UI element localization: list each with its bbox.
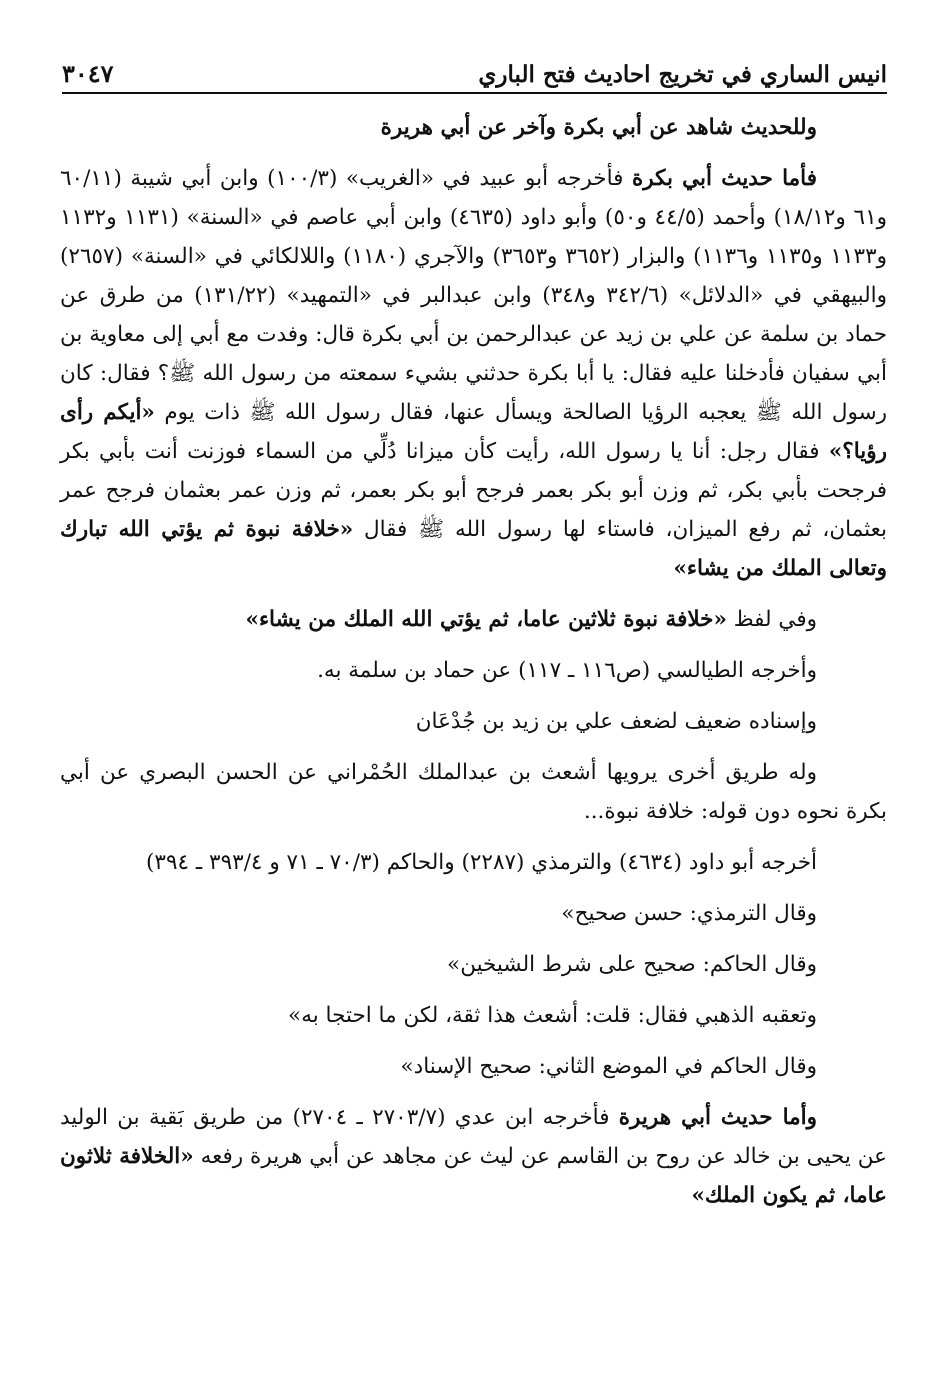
paragraph — [60, 651, 887, 690]
text-run: «خلافة نبوة ثلاثين عاما، ثم يؤتي الله الملك من يشاء» — [245, 607, 727, 632]
paragraph — [60, 753, 887, 831]
paragraph — [60, 894, 887, 933]
text-run: فقال رجل: أنا يا رسول الله، رأيت كأن ميزانا دُلِّي من السماء فوزنت أنت بأبي بكر فرجحت بأبي بكر، ثم وزن أبو بكر بعمر فرجح أبو بكر بعمر، ثم وزن عمر بعثمان فرجح عمر بعثمان، ثم رفع الميزان، فاستاء لها رسول الله ﷺ فقال — [60, 439, 887, 542]
paragraph — [60, 600, 887, 639]
text-run: «أيكم رأى رؤيا؟» — [60, 400, 887, 464]
paragraph — [60, 945, 887, 984]
text-run: فأخرجه ابن عدي (٢٧٠٣/٧ ـ ٢٧٠٤) من طريق بَقية بن الوليد عن يحيى بن خالد عن روح بن القاسم عن ليث عن مجاهد عن أبي هريرة رفعه — [60, 1105, 888, 1169]
text-run: وإسناده ضعيف لضعف علي بن زيد بن جُدْعَان — [415, 709, 817, 734]
paragraph — [60, 1098, 887, 1215]
text-run: فأما حديث أبي بكرة — [631, 166, 817, 191]
book-title: انيس الساري في تخريج احاديث فتح الباري — [478, 61, 887, 88]
paragraph — [60, 702, 887, 741]
text-run: وله طريق أخرى يرويها أشعث بن عبدالملك الحُمْراني عن الحسن البصري عن أبي بكرة نحوه دون قوله: خلافة نبوة... — [60, 760, 887, 824]
text-run: «خلافة نبوة ثم يؤتي الله تبارك وتعالى الملك من يشاء» — [60, 517, 887, 581]
text-run: وأما حديث أبي هريرة — [618, 1105, 817, 1130]
paragraph — [60, 996, 887, 1035]
text-run: وقال الترمذي: حسن صحيح» — [561, 901, 817, 926]
paragraph — [60, 843, 887, 882]
text-run: وللحديث شاهد عن أبي بكرة وآخر عن أبي هريرة — [380, 115, 817, 140]
page-body — [60, 108, 887, 1349]
text-run: «الخلافة ثلاثون عاما، ثم يكون الملك» — [60, 1144, 887, 1208]
paragraph — [60, 1047, 887, 1086]
text-run: وفي لفظ — [726, 607, 817, 632]
text-run: فأخرجه أبو عبيد في «الغريب» (١٠٠/٣) وابن أبي شيبة (٦٠/١١ و٦١ و١٨/١٢) وأحمد (٤٤/٥ و٥٠) وأبو داود (٤٦٣٥) وابن أبي عاصم في «السنة» (١١٣١ و١١٣٢ و١١٣٣ و١١٣٥ و١١٣٦) والبزار (٣٦٥٢ و٣٦٥٣) والآجري (١١٨٠) واللالكائي في «السنة» (٢٦٥٧) والبيهقي في «الدلائل» (٣٤٢/٦ و٣٤٨) وابن عبدالبر في «التمهيد» (١٣١/٢٢) من طرق عن حماد بن سلمة عن علي بن زيد عن عبدالرحمن بن أبي بكرة قال: وفدت مع أبي إلى معاوية بن أبي سفيان فأدخلنا عليه فقال: يا أبا بكرة حدثني بشيء سمعته من رسول الله ﷺ؟ فقال: كان رسول الله ﷺ يعجبه الرؤيا الصالحة ويسأل عنها، فقال رسول الله ﷺ ذات يوم — [60, 166, 888, 425]
paragraph — [60, 159, 887, 588]
paragraph — [60, 108, 887, 147]
text-run: وقال الحاكم: صحيح على شرط الشيخين» — [447, 952, 817, 977]
text-run: وقال الحاكم في الموضع الثاني: صحيح الإسناد» — [400, 1054, 817, 1079]
text-run: أخرجه أبو داود (٤٦٣٤) والترمذي (٢٢٨٧) والحاكم (٧٠/٣ ـ ٧١ و ٣٩٣/٤ ـ ٣٩٤) — [146, 850, 817, 875]
running-header — [62, 48, 887, 94]
text-run: وتعقبه الذهبي فقال: قلت: أشعث هذا ثقة، لكن ما احتجا به» — [288, 1003, 817, 1028]
text-run: وأخرجه الطيالسي (ص١١٦ ـ ١١٧) عن حماد بن سلمة به. — [317, 658, 817, 683]
page-number: ٣٠٤٧ — [62, 59, 114, 88]
